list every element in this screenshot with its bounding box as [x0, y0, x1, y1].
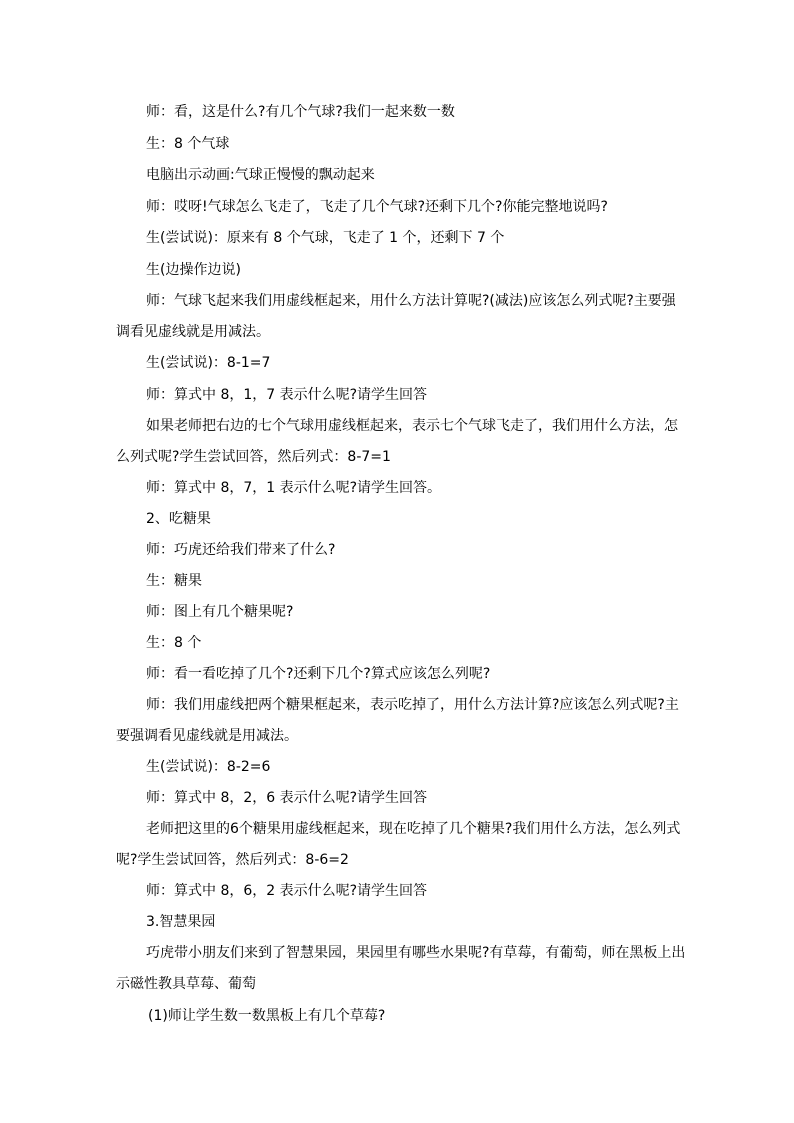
section-heading: 2、吃糖果	[146, 511, 211, 527]
text-line: 调看见虚线就是用减法。	[116, 324, 270, 340]
text-line: 师：算式中 8，1，7 表示什么呢?请学生回答	[146, 387, 428, 403]
text-line: 如果老师把右边的七个气球用虚线框起来，表示七个气球飞走了，我们用什么方法，怎	[146, 418, 678, 434]
text-line: 电脑出示动画:气球正慢慢的飘动起来	[146, 167, 375, 183]
text-line: 师：算式中 8，2，6 表示什么呢?请学生回答	[146, 790, 428, 806]
text-line: 生：8 个气球	[146, 136, 230, 152]
text-line: 师：看，这是什么?有几个气球?我们一起来数一数	[146, 104, 455, 120]
text-line: 师：哎呀!气球怎么飞走了，飞走了几个气球?还剩下几个?你能完整地说吗?	[146, 199, 608, 215]
text-line: 师：算式中 8，7，1 表示什么呢?请学生回答。	[146, 480, 442, 496]
text-line: 么列式呢?学生尝试回答，然后列式：8-7=1	[116, 449, 391, 465]
text-line: 生：8 个	[146, 635, 202, 651]
text-line: 师：巧虎还给我们带来了什么?	[146, 542, 336, 558]
text-line: 师：算式中 8，6，2 表示什么呢?请学生回答	[146, 883, 428, 899]
text-line: (1)师让学生数一数黑板上有几个草莓?	[148, 1008, 386, 1024]
text-line: 生(尝试说)：8-2=6	[146, 759, 271, 775]
text-line: 师：看一看吃掉了几个?还剩下几个?算式应该怎么列呢?	[146, 666, 491, 682]
text-line: 呢?学生尝试回答，然后列式：8-6=2	[116, 852, 349, 868]
text-line: 示磁性教具草莓、葡萄	[116, 976, 256, 992]
text-line: 巧虎带小朋友们来到了智慧果园，果园里有哪些水果呢?有草莓，有葡萄，师在黑板上出	[146, 945, 686, 961]
text-line: 师：气球飞起来我们用虚线框起来，用什么方法计算呢?(减法)应该怎么列式呢?主要强	[146, 293, 676, 309]
text-line: 老师把这里的6个糖果用虚线框起来，现在吃掉了几个糖果?我们用什么方法，怎么列式	[146, 821, 681, 837]
text-line: 师：我们用虚线把两个糖果框起来，表示吃掉了，用什么方法计算?应该怎么列式呢?主	[146, 697, 679, 713]
text-line: 生(尝试说)：8-1=7	[146, 355, 271, 371]
text-line: 师：图上有几个糖果呢?	[146, 604, 294, 620]
text-line: 要强调看见虚线就是用减法。	[116, 728, 298, 744]
section-heading: 3.智慧果园	[146, 914, 216, 930]
text-line: 生(边操作边说)	[146, 262, 241, 278]
text-line: 生(尝试说)：原来有 8 个气球，飞走了 1 个，还剩下 7 个	[146, 230, 505, 246]
text-line: 生：糖果	[146, 573, 202, 589]
